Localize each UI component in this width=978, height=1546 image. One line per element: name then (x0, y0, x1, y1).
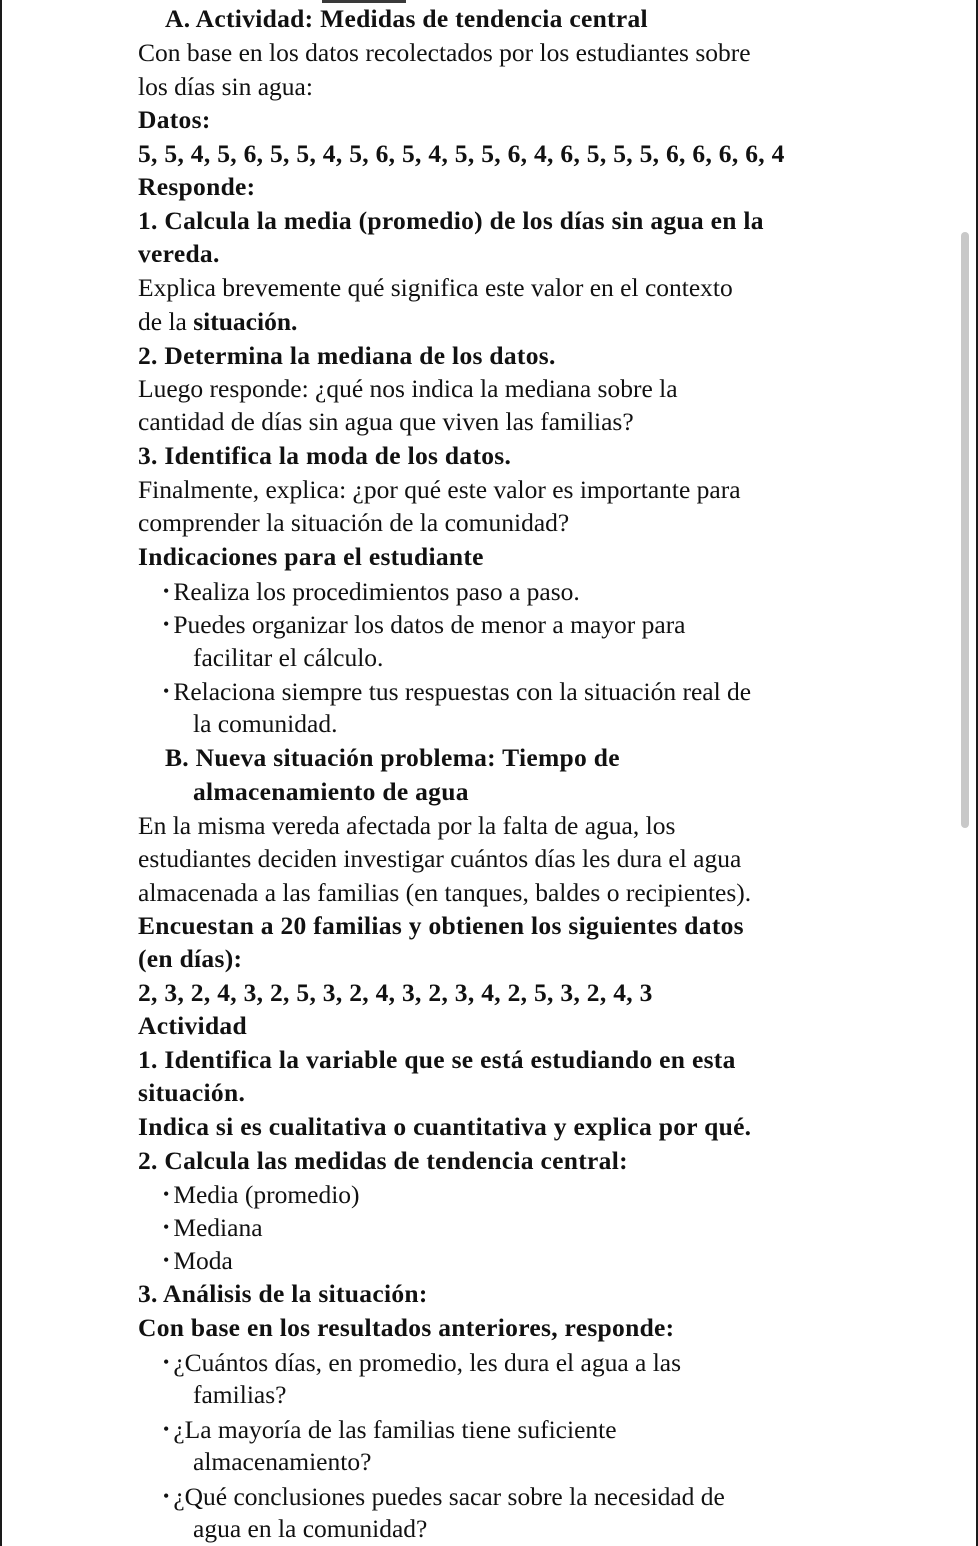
section-b-intro-line-1: En la misma vereda afectada por la falta de agua, los (138, 811, 676, 840)
section-b-data-values: 2, 3, 2, 4, 3, 2, 5, 3, 2, 4, 3, 2, 3, 4, 2, 5, 3, 2, 4, 3 (138, 978, 653, 1007)
measure-item: • Mediana (163, 1211, 263, 1244)
measure-item: • Moda (163, 1244, 233, 1277)
section-b-title-line-1: B. Nueva situación problema: Tiempo de (165, 743, 620, 772)
left-border (0, 0, 2, 1546)
section-a-q3-text-line-1: Finalmente, explica: ¿por qué este valor es importante para (138, 475, 741, 504)
section-a-q3-text-line-2: comprender la situación de la comunidad? (138, 508, 570, 537)
section-b-q1-title-line-2: situación. (138, 1078, 246, 1107)
indication-item-continued: facilitar el cálculo. (193, 643, 384, 672)
indications-title: Indicaciones para el estudiante (138, 542, 484, 571)
section-a-title: A. Actividad: Medidas de tendencia central (165, 4, 648, 33)
analysis-question: • ¿La mayoría de las familias tiene suficiente (163, 1413, 617, 1446)
section-b-survey-line-1: Encuestan a 20 familias y obtienen los siguientes datos (138, 911, 744, 940)
section-a-q2-text-line-2: cantidad de días sin agua que viven las familias? (138, 407, 634, 436)
section-a-intro-line-2: los días sin agua: (138, 72, 313, 101)
indication-item: • Relaciona siempre tus respuestas con la situación real de (163, 675, 751, 708)
section-b-q3-subtitle: Con base en los resultados anteriores, responde: (138, 1313, 675, 1342)
indication-item-continued: la comunidad. (193, 709, 338, 738)
section-a-q1-title-line-1: 1. Calcula la media (promedio) de los días sin agua en la (138, 206, 764, 235)
section-a-data-label: Datos: (138, 105, 211, 134)
section-a-q2-text-line-1: Luego responde: ¿qué nos indica la mediana sobre la (138, 374, 678, 403)
section-a-q1-title-line-2: vereda. (138, 239, 220, 268)
analysis-question-continued: almacenamiento? (193, 1447, 372, 1476)
analysis-question: • ¿Qué conclusiones puedes sacar sobre la necesidad de (163, 1480, 725, 1513)
analysis-question: • ¿Cuántos días, en promedio, les dura el agua a las (163, 1346, 681, 1379)
section-b-intro-line-3: almacenada a las familias (en tanques, baldes o recipientes). (138, 878, 752, 907)
q1-text-bold: situación. (193, 307, 298, 336)
section-a-respond-label: Responde: (138, 172, 256, 201)
scrollbar-thumb[interactable] (961, 232, 969, 828)
section-a-q2-title: 2. Determina la mediana de los datos. (138, 341, 556, 370)
q1-text-prefix: de la (138, 307, 194, 336)
section-a-q3-title: 3. Identifica la moda de los datos. (138, 441, 512, 470)
section-a-q1-text-line-2 (138, 306, 297, 338)
measure-item: • Media (promedio) (163, 1178, 360, 1211)
section-b-q1-text: Indica si es cualitativa o cuantitativa y explica por qué. (138, 1112, 752, 1141)
indication-item: • Puedes organizar los datos de menor a mayor para (163, 608, 686, 641)
analysis-question-continued: agua en la comunidad? (193, 1514, 428, 1543)
section-b-q2-title: 2. Calcula las medidas de tendencia central: (138, 1146, 628, 1175)
section-b-intro-line-2: estudiantes deciden investigar cuántos días les dura el agua (138, 844, 742, 873)
section-b-survey-line-2: (en días): (138, 944, 243, 973)
section-a-intro-line-1: Con base en los datos recolectados por los estudiantes sobre (138, 38, 751, 67)
section-a-q1-text-line-1: Explica brevemente qué significa este valor en el contexto (138, 273, 733, 302)
analysis-question-continued: familias? (193, 1380, 287, 1409)
indication-item: • Realiza los procedimientos paso a paso. (163, 575, 580, 608)
section-b-title-line-2: almacenamiento de agua (193, 777, 469, 806)
section-b-activity-label: Actividad (138, 1011, 247, 1040)
section-b-q1-title-line-1: 1. Identifica la variable que se está estudiando en esta (138, 1045, 736, 1074)
section-b-q3-title: 3. Análisis de la situación: (138, 1279, 428, 1308)
section-a-data-values: 5, 5, 4, 5, 6, 5, 5, 4, 5, 6, 5, 4, 5, 5, 6, 4, 6, 5, 5, 5, 6, 6, 6, 6, 4 (138, 139, 785, 168)
